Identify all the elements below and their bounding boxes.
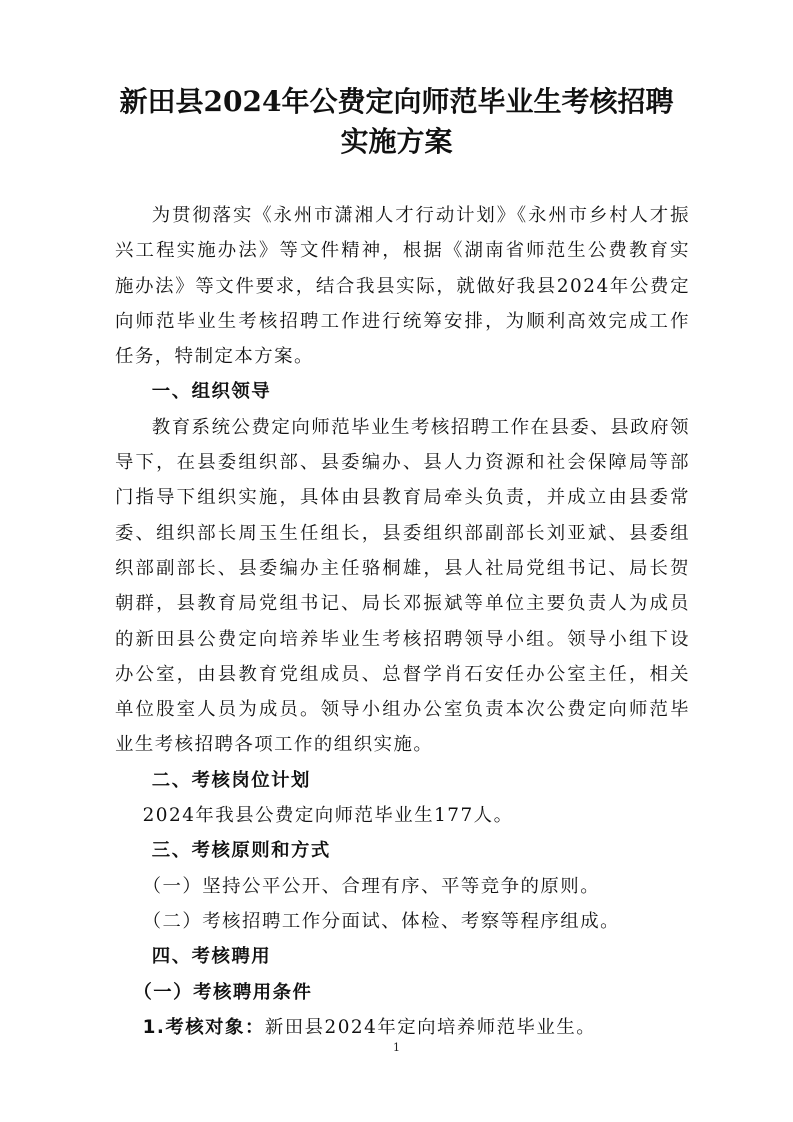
page-number: 1 [393, 1041, 400, 1054]
condition-item-1-text: 新田县2024年定向培养师范毕业生。 [264, 1016, 597, 1038]
intro-paragraph: 为贯彻落实《永州市潇湘人才行动计划》《永州市乡村人才振兴工程实施办法》等文件精神，根据《湖南省师范生公费教育实施办法》等文件要求，结合我县实际，就做好我县2024年公费定向师范毕业生考核招聘工作进行统筹安排，为顺利高效完成工作任务，特制定本方案。 [115, 205, 690, 368]
condition-item-1 [115, 1010, 690, 1045]
positions-paragraph: 2024年我县公费定向师范毕业生177人。 [142, 805, 514, 827]
section-heading-principles: 三、考核原则和方式 [151, 840, 331, 862]
document-body [115, 198, 690, 1045]
condition-item-1-lead: 1.考核对象： [142, 1016, 265, 1038]
organization-paragraph: 教育系统公费定向师范毕业生考核招聘工作在县委、县政府领导下，在县委组织部、县委编办、县人力资源和社会保障局等部门指导下组织实施，具体由县教育局牵头负责，并成立由县委常委、组织部长周玉生任组长，县委组织部副部长刘亚斌、县委组织部副部长、县委编办主任骆桐雄，县人社局党组书记、局长贺朝群，县教育局党组书记、局长邓振斌等单位主要负责人为成员的新田县公费定向培养毕业生考核招聘领导小组。领导小组下设办公室，由县教育党组成员、总督学肖石安任办公室主任，相关单位股室人员为成员。领导小组办公室负责本次公费定向师范毕业生考核招聘各项工作的组织实施。 [115, 416, 690, 756]
section-heading-positions: 二、考核岗位计划 [151, 769, 311, 791]
title-line-1: 新田县2024年公费定向师范毕业生考核招聘 [119, 85, 674, 118]
section-heading-recruitment: 四、考核聘用 [151, 946, 272, 968]
principle-item-2: （二）考核招聘工作分面试、体检、考察等程序组成。 [142, 910, 620, 932]
principle-item-1: （一）坚持公平公开、合理有序、平等竞争的原则。 [142, 875, 601, 897]
section-heading-organization: 一、组织领导 [151, 381, 272, 403]
document-title [0, 82, 793, 162]
title-line-2: 实施方案 [340, 125, 453, 158]
subsection-heading-conditions: （一）考核聘用条件 [133, 981, 313, 1003]
